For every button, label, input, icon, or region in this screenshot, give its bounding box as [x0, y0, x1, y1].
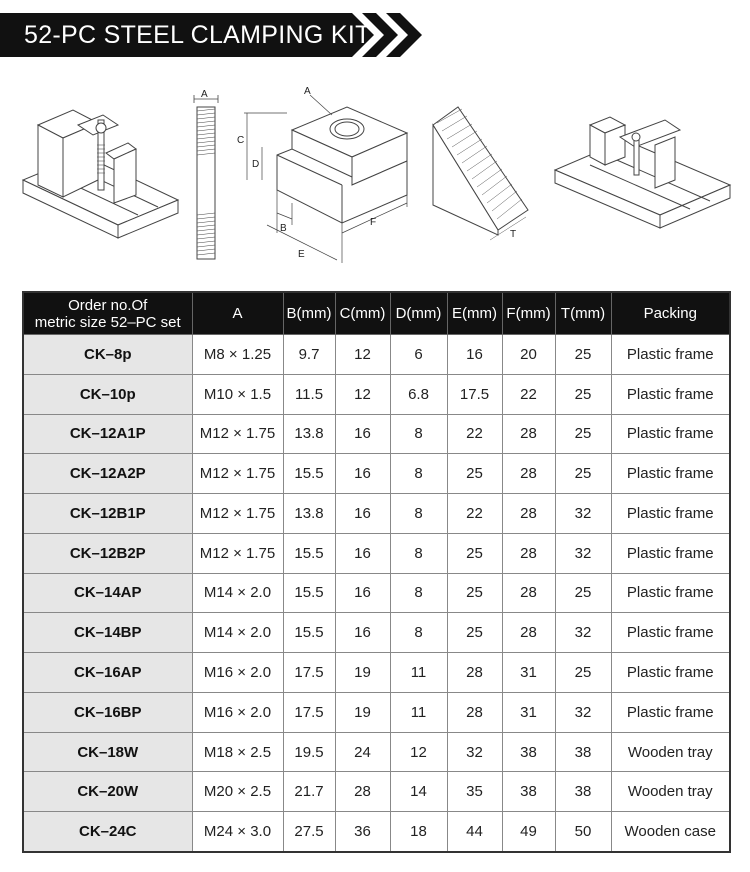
header-f: F(mm): [502, 292, 555, 335]
header-t: T(mm): [555, 292, 611, 335]
cell-d: 8: [390, 533, 447, 573]
cell-packing: Plastic frame: [611, 613, 730, 653]
cell-e: 28: [447, 692, 502, 732]
cell-t: 25: [555, 573, 611, 613]
cell-packing: Plastic frame: [611, 414, 730, 454]
cell-b: 15.5: [283, 573, 335, 613]
cell-e: 22: [447, 494, 502, 534]
cell-c: 36: [335, 812, 390, 852]
stud-illustration: [188, 85, 224, 263]
cell-a: M18 × 2.5: [192, 732, 283, 772]
cell-order: CK–14BP: [23, 613, 192, 653]
cell-order: CK–20W: [23, 772, 192, 812]
cell-c: 28: [335, 772, 390, 812]
stud-dim-a: A: [201, 89, 208, 100]
cell-b: 27.5: [283, 812, 335, 852]
cell-order: CK–16BP: [23, 692, 192, 732]
table-row: [23, 414, 730, 454]
cell-packing: Plastic frame: [611, 335, 730, 375]
cell-f: 22: [502, 374, 555, 414]
table-header-row: [23, 292, 730, 335]
cell-b: 11.5: [283, 374, 335, 414]
cell-order: CK–12A1P: [23, 414, 192, 454]
tnut-dim-d: D: [252, 159, 260, 170]
cell-t: 32: [555, 692, 611, 732]
cell-c: 12: [335, 374, 390, 414]
cell-f: 31: [502, 653, 555, 693]
header-e: E(mm): [447, 292, 502, 335]
cell-packing: Plastic frame: [611, 533, 730, 573]
cell-packing: Plastic frame: [611, 454, 730, 494]
cell-b: 13.8: [283, 494, 335, 534]
table-row: [23, 573, 730, 613]
cell-c: 24: [335, 732, 390, 772]
cell-b: 21.7: [283, 772, 335, 812]
cell-a: M12 × 1.75: [192, 454, 283, 494]
cell-t: 25: [555, 454, 611, 494]
cell-a: M24 × 3.0: [192, 812, 283, 852]
cell-a: M14 × 2.0: [192, 573, 283, 613]
cell-d: 18: [390, 812, 447, 852]
cell-f: 49: [502, 812, 555, 852]
cell-t: 25: [555, 414, 611, 454]
cell-c: 16: [335, 454, 390, 494]
cell-a: M14 × 2.0: [192, 613, 283, 653]
cell-f: 28: [502, 494, 555, 534]
cell-c: 19: [335, 653, 390, 693]
cell-packing: Wooden tray: [611, 772, 730, 812]
header-c: C(mm): [335, 292, 390, 335]
cell-order: CK–8p: [23, 335, 192, 375]
cell-packing: Plastic frame: [611, 692, 730, 732]
header-packing: Packing: [611, 292, 730, 335]
header-order: [23, 292, 192, 335]
cell-f: 28: [502, 454, 555, 494]
cell-packing: Wooden case: [611, 812, 730, 852]
spec-table: [22, 291, 731, 853]
block-dim-t: T: [510, 229, 517, 240]
cell-t: 32: [555, 533, 611, 573]
cell-d: 11: [390, 692, 447, 732]
cell-a: M16 × 2.0: [192, 692, 283, 732]
page-title: 52-PC STEEL CLAMPING KIT: [24, 21, 371, 49]
cell-a: M20 × 2.5: [192, 772, 283, 812]
cell-t: 25: [555, 653, 611, 693]
step-clamp-assembly-illustration: [550, 85, 735, 240]
cell-e: 25: [447, 573, 502, 613]
cell-f: 28: [502, 573, 555, 613]
header-order-line2: metric size 52–PC set: [34, 313, 181, 331]
clamp-assembly-illustration: [18, 85, 183, 255]
cell-t: 32: [555, 494, 611, 534]
cell-f: 28: [502, 533, 555, 573]
cell-t: 32: [555, 613, 611, 653]
cell-order: CK–12B1P: [23, 494, 192, 534]
cell-order: CK–14AP: [23, 573, 192, 613]
cell-e: 17.5: [447, 374, 502, 414]
cell-e: 22: [447, 414, 502, 454]
cell-order: CK–10p: [23, 374, 192, 414]
cell-a: M12 × 1.75: [192, 533, 283, 573]
table-row: [23, 613, 730, 653]
step-block-illustration: [428, 85, 538, 255]
cell-e: 35: [447, 772, 502, 812]
cell-d: 8: [390, 454, 447, 494]
cell-c: 16: [335, 613, 390, 653]
cell-f: 38: [502, 772, 555, 812]
cell-order: CK–24C: [23, 812, 192, 852]
table-row: [23, 533, 730, 573]
cell-e: 28: [447, 653, 502, 693]
tnut-dim-c: C: [237, 135, 245, 146]
cell-c: 12: [335, 335, 390, 375]
cell-d: 8: [390, 573, 447, 613]
cell-a: M16 × 2.0: [192, 653, 283, 693]
cell-d: 6.8: [390, 374, 447, 414]
cell-f: 38: [502, 732, 555, 772]
cell-t: 38: [555, 732, 611, 772]
cell-t: 25: [555, 335, 611, 375]
cell-d: 8: [390, 613, 447, 653]
table-row: [23, 374, 730, 414]
table-row: [23, 692, 730, 732]
title-banner: [0, 13, 430, 57]
table-row: [23, 335, 730, 375]
cell-b: 17.5: [283, 692, 335, 732]
cell-f: 31: [502, 692, 555, 732]
header-b: B(mm): [283, 292, 335, 335]
cell-c: 19: [335, 692, 390, 732]
cell-b: 17.5: [283, 653, 335, 693]
table-row: [23, 772, 730, 812]
cell-f: 28: [502, 613, 555, 653]
cell-packing: Wooden tray: [611, 732, 730, 772]
cell-a: M8 × 1.25: [192, 335, 283, 375]
cell-t: 38: [555, 772, 611, 812]
tnut-dim-e: E: [298, 249, 305, 260]
cell-b: 9.7: [283, 335, 335, 375]
table-row: [23, 653, 730, 693]
tnut-dim-a: A: [304, 86, 311, 97]
cell-order: CK–12A2P: [23, 454, 192, 494]
header-order-line1: Order no.Of: [68, 296, 148, 314]
cell-f: 28: [502, 414, 555, 454]
cell-e: 25: [447, 613, 502, 653]
cell-d: 8: [390, 414, 447, 454]
header-d: D(mm): [390, 292, 447, 335]
cell-f: 20: [502, 335, 555, 375]
cell-order: CK–12B2P: [23, 533, 192, 573]
cell-d: 6: [390, 335, 447, 375]
cell-b: 13.8: [283, 414, 335, 454]
table-row: [23, 494, 730, 534]
product-diagrams: [0, 85, 750, 275]
cell-d: 11: [390, 653, 447, 693]
table-row: [23, 732, 730, 772]
cell-a: M12 × 1.75: [192, 414, 283, 454]
cell-a: M12 × 1.75: [192, 494, 283, 534]
header-a: A: [192, 292, 283, 335]
cell-a: M10 × 1.5: [192, 374, 283, 414]
cell-d: 8: [390, 494, 447, 534]
cell-b: 15.5: [283, 533, 335, 573]
cell-order: CK–16AP: [23, 653, 192, 693]
cell-d: 14: [390, 772, 447, 812]
tnut-dim-f: F: [370, 217, 377, 228]
cell-b: 15.5: [283, 454, 335, 494]
cell-c: 16: [335, 533, 390, 573]
cell-order: CK–18W: [23, 732, 192, 772]
cell-e: 25: [447, 533, 502, 573]
cell-c: 16: [335, 494, 390, 534]
cell-e: 32: [447, 732, 502, 772]
cell-packing: Plastic frame: [611, 573, 730, 613]
cell-b: 15.5: [283, 613, 335, 653]
cell-b: 19.5: [283, 732, 335, 772]
cell-c: 16: [335, 414, 390, 454]
cell-d: 12: [390, 732, 447, 772]
cell-c: 16: [335, 573, 390, 613]
cell-e: 25: [447, 454, 502, 494]
cell-packing: Plastic frame: [611, 653, 730, 693]
cell-packing: Plastic frame: [611, 494, 730, 534]
cell-t: 50: [555, 812, 611, 852]
tnut-dim-b: B: [280, 223, 287, 234]
cell-e: 16: [447, 335, 502, 375]
cell-packing: Plastic frame: [611, 374, 730, 414]
cell-t: 25: [555, 374, 611, 414]
t-nut-dimension-illustration: [232, 85, 422, 270]
table-row: [23, 454, 730, 494]
table-row: [23, 812, 730, 852]
cell-e: 44: [447, 812, 502, 852]
